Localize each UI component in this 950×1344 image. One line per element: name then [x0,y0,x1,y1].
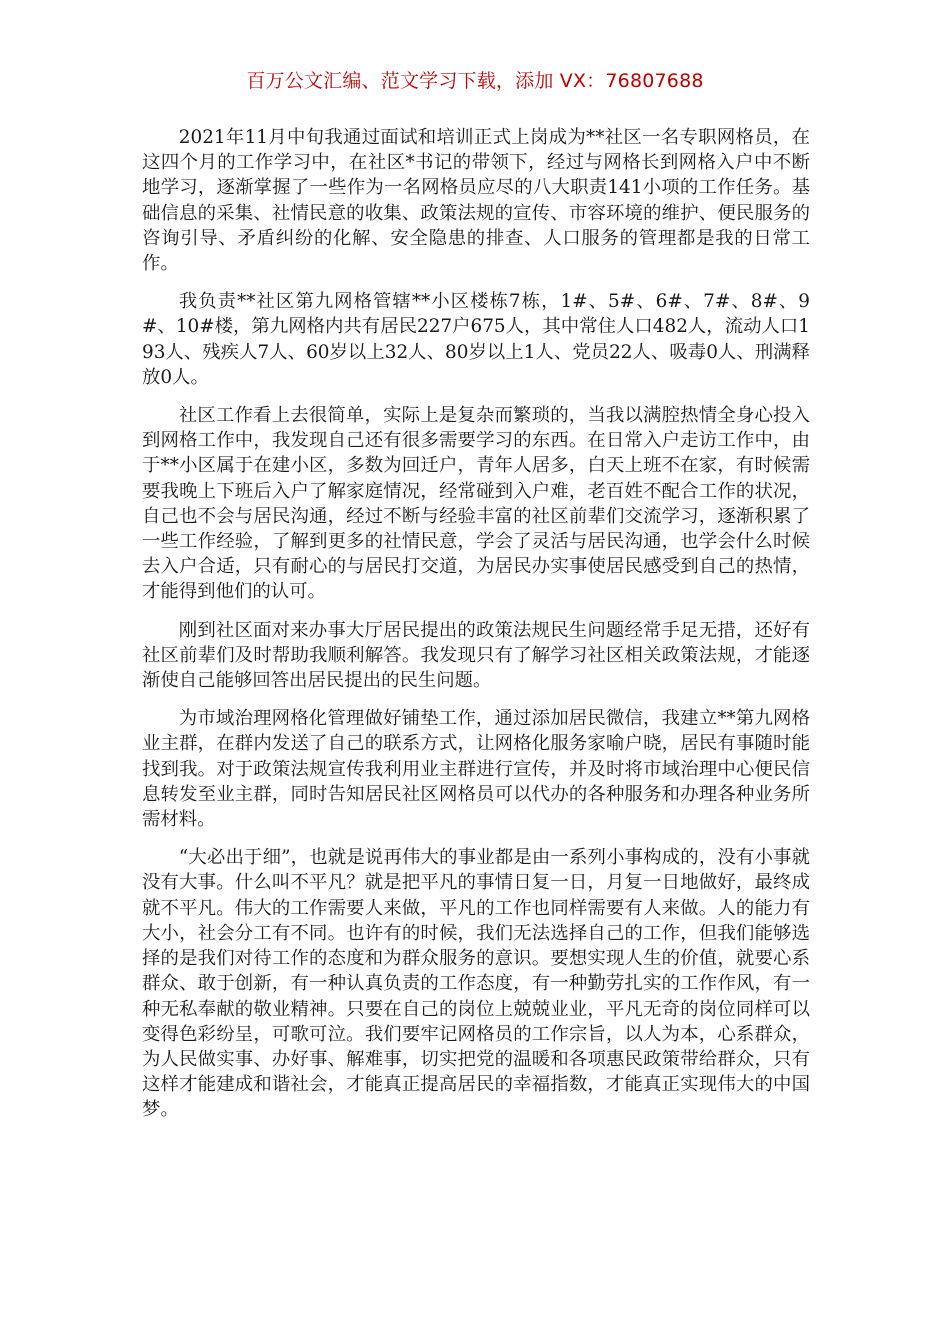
paragraph-3: 社区工作看上去很简单，实际上是复杂而繁琐的，当我以满腔热情全身心投入到网格工作中，我发现自己还有很多需要学习的东西。在日常入户走访工作中，由于**小区属于在建小区，多数为回迁户，青年人居多，白天上班不在家，有时候需要我晚上下班后入户了解家庭情况，经常碰到入户难，老百姓不配合工作的状况，自己也不会与居民沟通，经过不断与经验丰富的社区前辈们交流学习，逐渐积累了一些工作经验，了解到更多的社情民意，学会了灵活与居民沟通，也学会什么时候去入户合适，只有耐心的与居民打交道，为居民办实事使居民感受到自己的热情，才能得到他们的认可。 [142,405,810,603]
paragraph-5: 为市域治理网格化管理做好铺垫工作，通过添加居民微信，我建立**第九网格业主群，在群内发送了自己的联系方式，让网格化服务家喻户晓，居民有事随时能找到我。对于政策法规宣传我利用业主群进行宣传，并及时将市域治理中心便民信息转发至业主群，同时告知居民社区网格员可以代办的各种服务和办理各种业务所需材料。 [142,708,810,831]
paragraph-4: 刚到社区面对来办事大厅居民提出的政策法规民生问题经常手足无措，还好有社区前辈们及时帮助我顺利解答。我发现只有了解学习社区相关政策法规，才能逐渐使自己能够回答出居民提出的民生问题。 [142,619,810,692]
document-body [142,125,810,1136]
paragraph-1: 2021年11月中旬我通过面试和培训正式上岗成为**社区一名专职网格员，在这四个月的工作学习中，在社区*书记的带领下，经过与网格长到网格入户中不断地学习，逐渐掌握了一些作为一名网格员应尽的八大职责141小项的工作任务。基础信息的采集、社情民意的收集、政策法规的宣传、市容环境的维护、便民服务的咨询引导、矛盾纠纷的化解、安全隐患的排查、人口服务的管理都是我的日常工作。 [142,127,810,275]
paragraph-2: 我负责**社区第九网格管辖**小区楼栋7栋，1#、5#、6#、7#、8#、9#、10#楼，第九网格内共有居民227户675人，其中常住人口482人，流动人口193人、残疾人7人、60岁以上32人、80岁以上1人、党员22人、吸毒0人、刑满释放0人。 [142,291,810,388]
paragraph-6: “大必出于细”，也就是说再伟大的事业都是由一系列小事构成的，没有小事就没有大事。什么叫不平凡？就是把平凡的事情日复一日，月复一日地做好，最终成就不平凡。伟大的工作需要人来做，平凡的工作也同样需要有人来做。人的能力有大小，社会分工有不同。也许有的时候，我们无法选择自己的工作，但我们能够选择的是我们对待工作的态度和为群众服务的意识。要想实现人生的价值，就要心系群众、敢于创新，有一种认真负责的工作态度，有一种勤劳扎实的工作作风，有一种无私奉献的敬业精神。只要在自己的岗位上兢兢业业，平凡无奇的岗位同样可以变得色彩纷呈，可歌可泣。我们要牢记网格员的工作宗旨，以人为本，心系群众，为人民做实事、办好事、解难事，切实把党的温暖和各项惠民政策带给群众，只有这样才能建成和谐社会，才能真正提高居民的幸福指数，才能真正实现伟大的中国梦。 [142,847,810,1121]
header-banner: 百万公文汇编、范文学习下载，添加 VX：76807688 [246,70,704,92]
